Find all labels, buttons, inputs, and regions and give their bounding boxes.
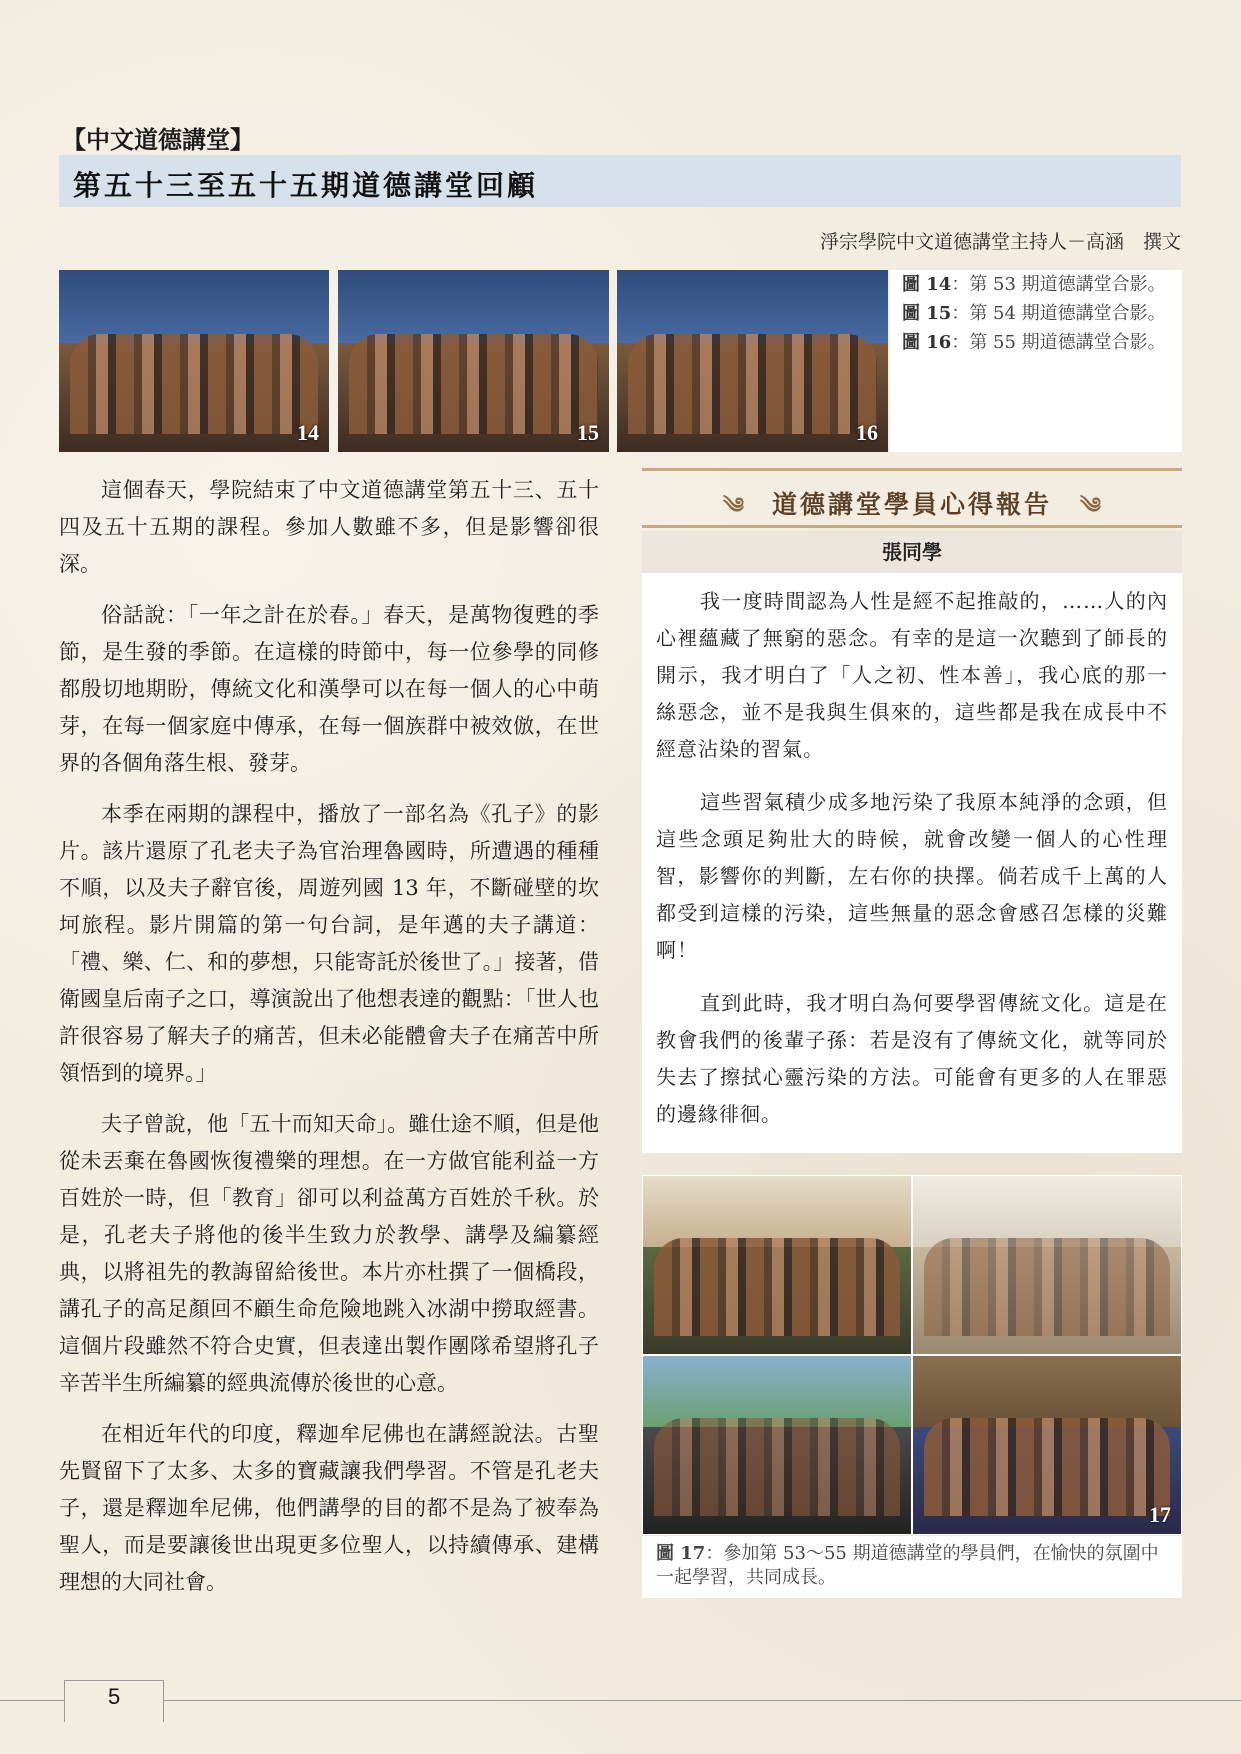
- collage-photo-stage: [642, 1355, 912, 1535]
- photo-number: 15: [577, 420, 599, 445]
- photo-number: 14: [297, 420, 319, 445]
- page-number: 5: [108, 1684, 121, 1709]
- collage-photo-kitchen: [642, 1175, 912, 1355]
- article-body: [59, 472, 599, 1615]
- caption-16: 圖 16：第 55 期道德講堂合影。: [902, 332, 1166, 353]
- article-paragraph: 夫子曾說，他「五十而知天命」。雖仕途不順，但是他從未丟棄在魯國恢復禮樂的理想。在一方做官能利益一方百姓於一時，但「教育」卻可以利益萬方百姓於千秋。於是，孔老夫子將他的後半生致力於教學、講學及編纂經典，以將祖先的教誨留給後世。本片亦杜撰了一個橋段，講孔子的高足顏回不顧生命危險地跳入冰湖中撈取經書。這個片段雖然不符合史實，但表達出製作團隊希望將孔子辛苦半生所編纂的經典流傳於後世的心意。: [59, 1112, 599, 1395]
- collage-photo-classroom: [912, 1175, 1182, 1355]
- caption-15: 圖 15：第 54 期道德講堂合影。: [902, 303, 1166, 324]
- author-byline: 淨宗學院中文道德講堂主持人－高涵 撰文: [819, 231, 1181, 253]
- caption-14: 圖 14：第 53 期道德講堂合影。: [902, 274, 1166, 295]
- photo-number: 16: [856, 420, 878, 445]
- collage-photo-exercise: [912, 1355, 1182, 1535]
- report-body: [642, 573, 1182, 1153]
- report-title: 道德講堂學員心得報告: [771, 490, 1052, 519]
- report-paragraph: 直到此時，我才明白為何要學習傳統文化。這是在教會我們的後輩子孫：若是沒有了傳統文化，就等同於失去了擦拭心靈污染的方法。可能會有更多的人在罪惡的邊緣徘徊。: [656, 991, 1168, 1126]
- photo-number: 17: [1149, 1502, 1171, 1527]
- article-paragraph: 這個春天，學院結束了中文道德講堂第五十三、五十四及五十五期的課程。參加人數雖不多，但是影響卻很深。: [59, 478, 599, 576]
- footer-rule: [0, 1700, 1241, 1701]
- student-name: 張同學: [642, 531, 1182, 573]
- caption-17: 圖 17：參加第 53～55 期道德講堂的學員們，在愉快的氛圍中一起學習，共同成長。: [642, 1536, 1182, 1598]
- group-photo-14: [59, 270, 329, 452]
- report-paragraph: 這些習氣積少成多地污染了我原本純淨的念頭，但這些念頭足夠壯大的時候，就會改變一個人的心性理智，影響你的判斷，左右你的抉擇。倘若成千上萬的人都受到這樣的污染，這些無量的惡念會感召怎樣的災難啊！: [656, 790, 1168, 962]
- group-photo-15: [338, 270, 609, 452]
- report-paragraph: 我一度時間認為人性是經不起推敲的，……人的內心裡蘊藏了無窮的惡念。有幸的是這一次聽到了師長的開示，我才明白了「人之初、性本善」，我心底的那一絲惡念，並不是我與生俱來的，這些都是我在成長中不經意沾染的習氣。: [656, 589, 1168, 761]
- group-photo-16: [617, 270, 888, 452]
- report-header: [642, 468, 1182, 528]
- article-paragraph: 在相近年代的印度，釋迦牟尼佛也在講經說法。古聖先賢留下了太多、太多的寶藏讓我們學習。不管是孔老夫子，還是釋迦牟尼佛，他們講學的目的都不是為了被奉為聖人，而是要讓後世出現更多位聖人，以持續傳承、建構理想的大同社會。: [59, 1422, 599, 1594]
- title-bar: [59, 155, 1181, 207]
- article-paragraph: 本季在兩期的課程中，播放了一部名為《孔子》的影片。該片還原了孔老夫子為官治理魯國時，所遭遇的種種不順，以及夫子辭官後，周遊列國 13 年，不斷碰壁的坎坷旅程。影片開篇的第一句台詞，是年邁的夫子講道：「禮、樂、仁、和的夢想，只能寄託於後世了。」接著，借衛國皇后南子之口，導演說出了他想表達的觀點：「世人也許很容易了解夫子的痛苦，但未必能體會夫子在痛苦中所領悟到的境界。」: [59, 802, 599, 1085]
- ornament-icon: ༄: [1080, 493, 1102, 519]
- student-report: [642, 468, 1182, 1154]
- ornament-icon: ༄: [722, 493, 744, 519]
- page-title: 第五十三至五十五期道德講堂回顧: [73, 169, 539, 202]
- section-label: 【中文道德講堂】: [62, 125, 254, 154]
- article-paragraph: 俗話說：「一年之計在於春。」春天，是萬物復甦的季節，是生發的季節。在這樣的時節中，每一位參學的同修都殷切地期盼，傳統文化和漢學可以在每一個人的心中萌芽，在每一個家庭中傳承，在每一個族群中被效倣，在世界的各個角落生根、發芽。: [59, 603, 599, 775]
- photo-collage-17: [642, 1175, 1182, 1535]
- photo-captions: [890, 270, 1182, 452]
